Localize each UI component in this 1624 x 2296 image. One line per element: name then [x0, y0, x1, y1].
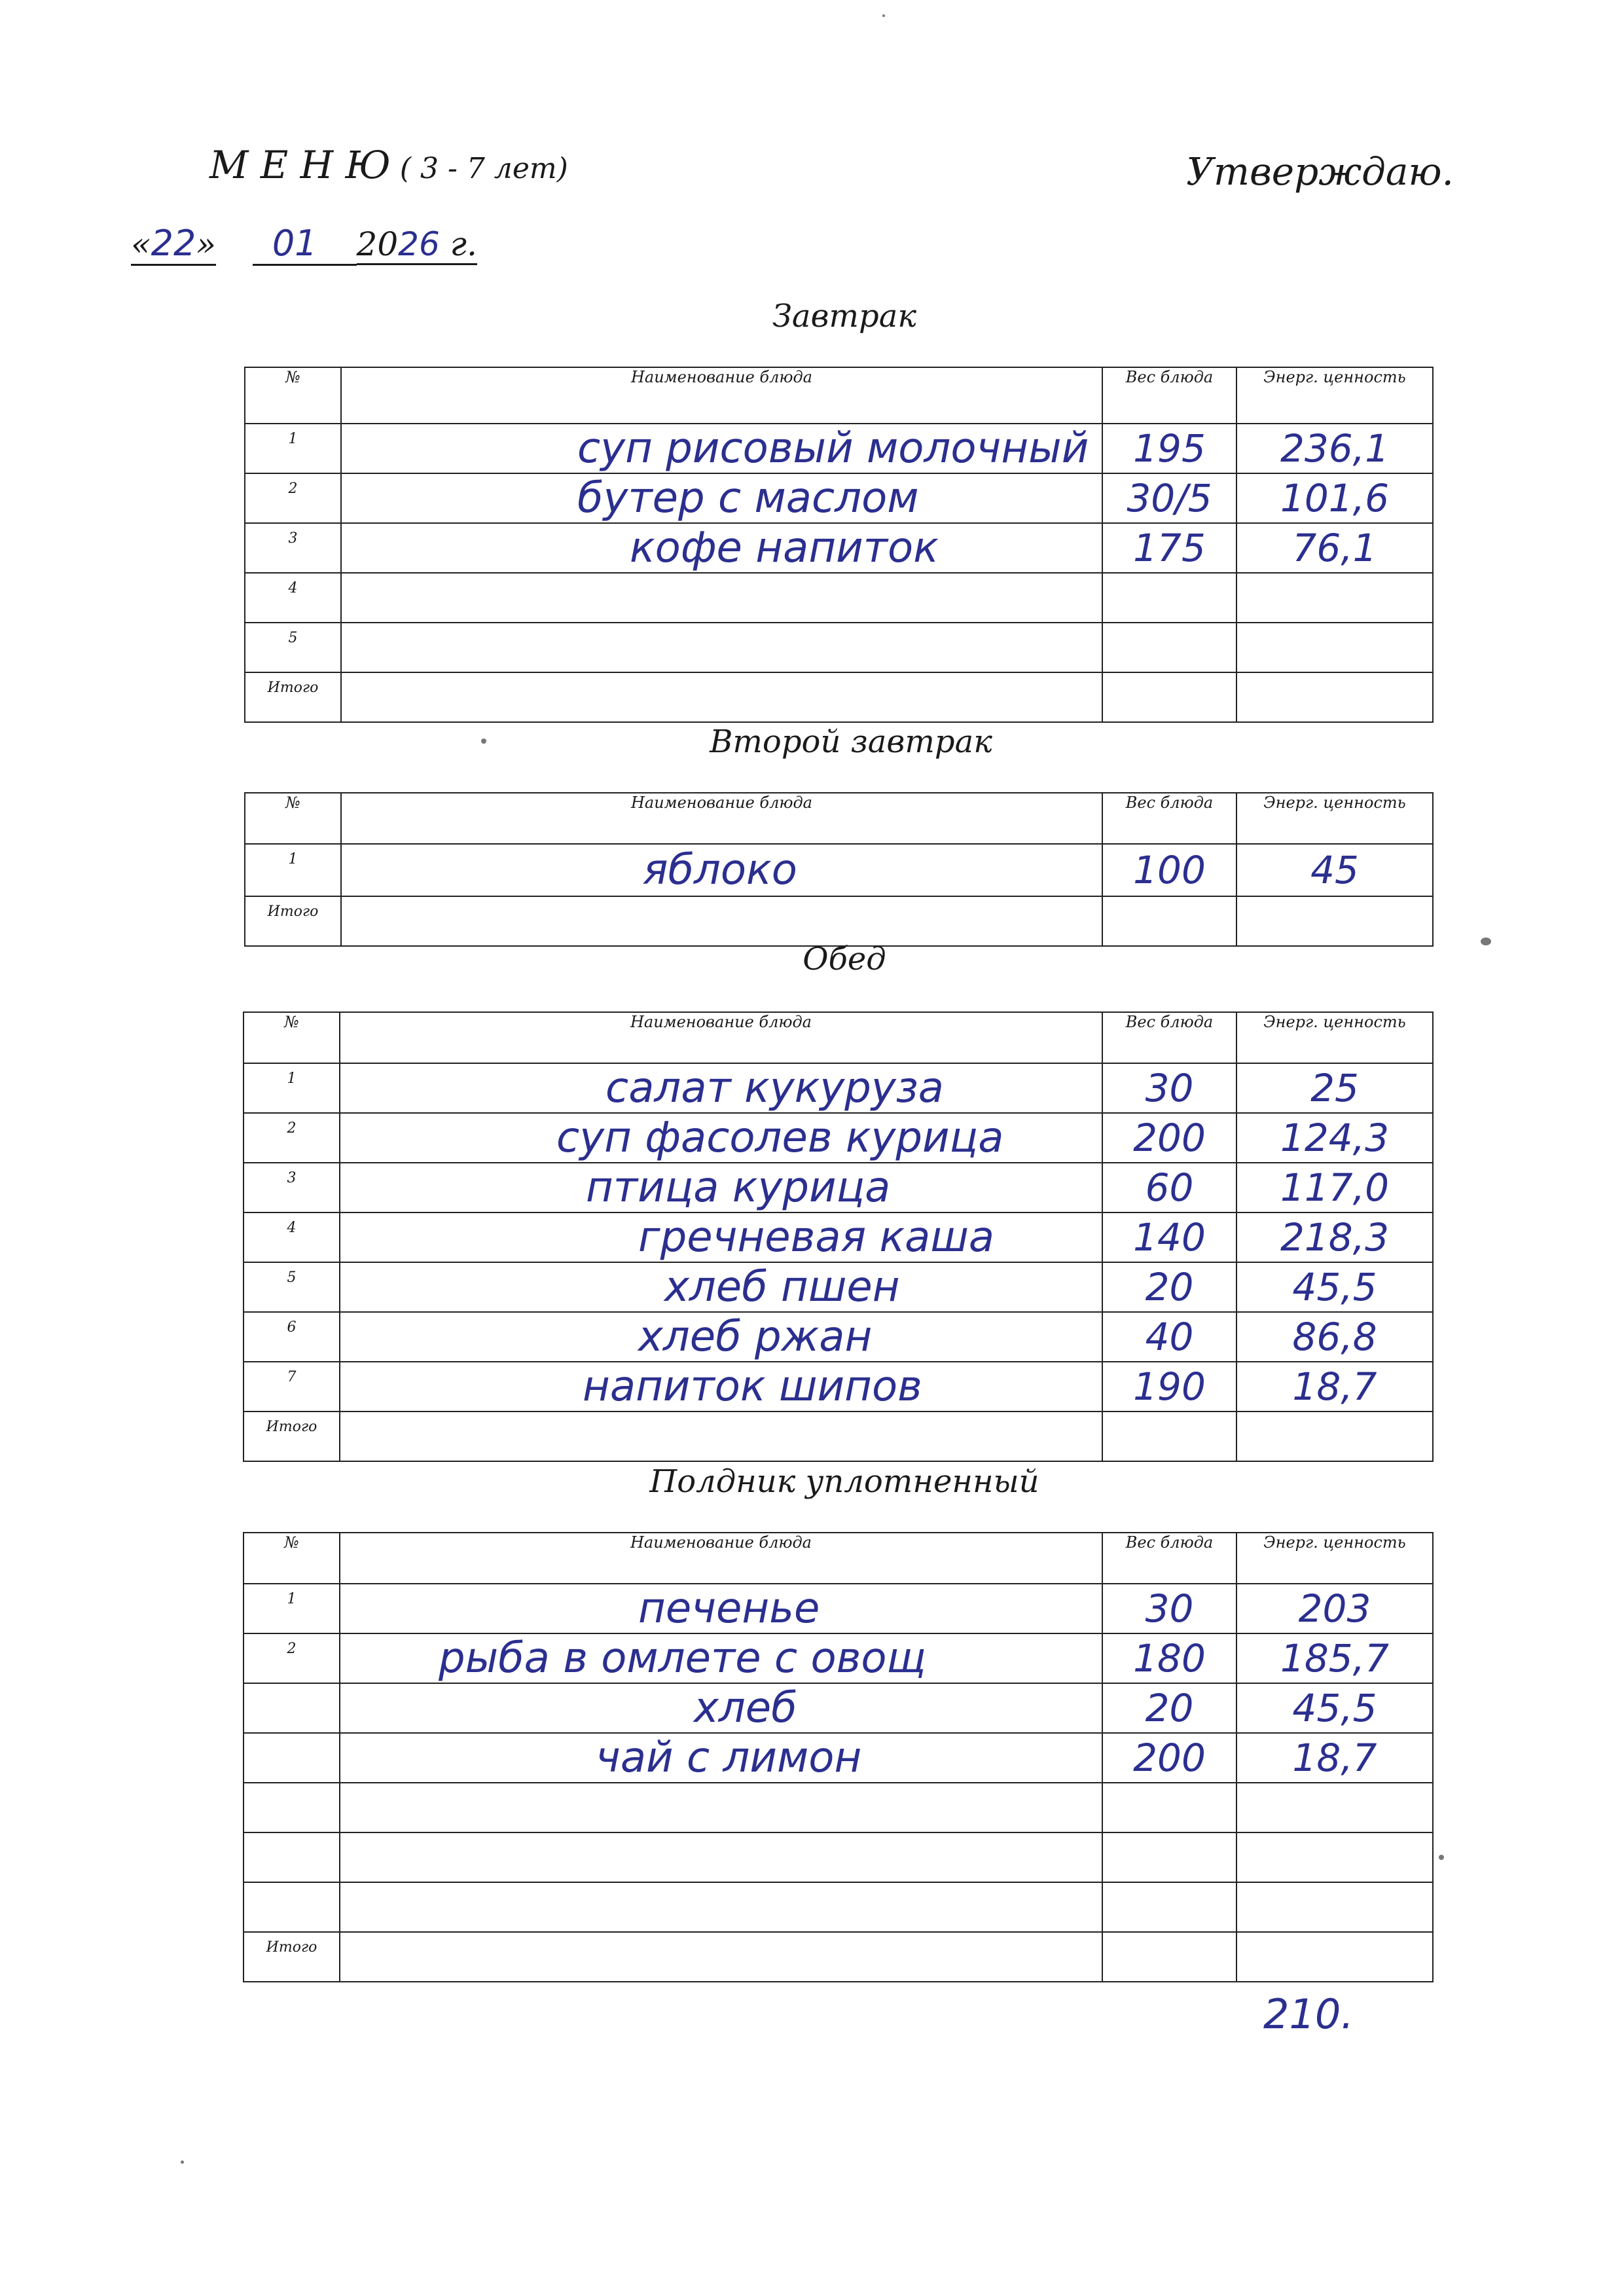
- total-label: Итого: [244, 1932, 340, 1982]
- section-title-afternoon-snack: Полдник уплотненный: [649, 1463, 1039, 1500]
- lunch-table: [243, 1011, 1434, 1462]
- total-label: Итого: [244, 1412, 340, 1461]
- dish-energy: [1236, 623, 1433, 672]
- table-row: [244, 1163, 1433, 1212]
- table-row: [244, 1584, 1433, 1633]
- date-suffix: г.: [439, 225, 477, 263]
- total-energy-cell: [1236, 1932, 1433, 1982]
- col-header-name: Наименование блюда: [341, 367, 1102, 424]
- page-number: 210.: [1263, 1990, 1354, 2038]
- date-month: 01: [272, 223, 317, 264]
- row-num: 1: [245, 424, 341, 473]
- dish-name: яблоко: [341, 844, 1102, 896]
- total-energy-cell: [1236, 1412, 1433, 1461]
- dish-name: [341, 623, 1102, 672]
- dish-name: хлеб: [340, 1683, 1102, 1733]
- scan-speck: [481, 738, 486, 744]
- dish-weight: [1102, 573, 1236, 623]
- row-num: [244, 1783, 340, 1832]
- date-year-prefix: 20: [356, 225, 399, 263]
- scan-speck: [181, 2160, 184, 2164]
- scan-speck: [1481, 938, 1491, 945]
- dish-energy: 45: [1236, 844, 1433, 896]
- row-num: 3: [245, 523, 341, 573]
- col-header-weight: Вес блюда: [1102, 793, 1236, 844]
- col-header-num: №: [244, 1012, 340, 1063]
- section-title-breakfast: Завтрак: [772, 298, 916, 335]
- dish-energy: [1236, 1882, 1433, 1932]
- dish-name: хлеб пшен: [340, 1262, 1102, 1312]
- col-header-num: №: [244, 1533, 340, 1584]
- dish-energy: 117,0: [1236, 1163, 1433, 1212]
- table-row: [244, 1733, 1433, 1783]
- col-header-energy: Энерг. ценность: [1236, 1533, 1433, 1584]
- dish-weight: 30/5: [1102, 473, 1236, 523]
- col-header-num: №: [245, 793, 341, 844]
- dish-weight: 40: [1102, 1312, 1236, 1362]
- dish-weight: 200: [1102, 1733, 1236, 1783]
- table-row: [244, 1063, 1433, 1113]
- table-row: [244, 1262, 1433, 1312]
- row-num: 6: [244, 1312, 340, 1362]
- section-title-lunch: Обед: [803, 941, 886, 977]
- dish-weight: [1102, 1882, 1236, 1932]
- total-row: [244, 1412, 1433, 1461]
- dish-name: гречневая каша: [340, 1212, 1102, 1262]
- dish-energy: 18,7: [1236, 1733, 1433, 1783]
- scan-speck: [1439, 1855, 1444, 1860]
- dish-energy: 76,1: [1236, 523, 1433, 573]
- scan-speck: [882, 14, 885, 17]
- dish-name: чай с лимон: [340, 1733, 1102, 1783]
- total-row: [245, 896, 1433, 946]
- date-open-quote: «: [131, 225, 151, 263]
- dish-weight: 180: [1102, 1633, 1236, 1683]
- total-energy-cell: [1236, 672, 1433, 722]
- total-energy-cell: [1236, 896, 1433, 946]
- row-num: 3: [244, 1163, 340, 1212]
- row-num: 7: [244, 1362, 340, 1412]
- table-row: [245, 573, 1433, 623]
- dish-weight: [1102, 1783, 1236, 1832]
- table-row: [244, 1882, 1433, 1932]
- date-day: 22: [151, 223, 196, 264]
- row-num: [244, 1683, 340, 1733]
- total-row: [244, 1932, 1433, 1982]
- table-header-row: [245, 367, 1433, 424]
- table-row: [245, 844, 1433, 896]
- table-row: [244, 1212, 1433, 1262]
- breakfast-table: [244, 367, 1434, 723]
- col-header-energy: Энерг. ценность: [1236, 793, 1433, 844]
- dish-name: суп рисовый молочный: [341, 424, 1102, 473]
- dish-name: печенье: [340, 1584, 1102, 1633]
- dish-name: [340, 1783, 1102, 1832]
- dish-weight: 190: [1102, 1362, 1236, 1412]
- row-num: 4: [244, 1212, 340, 1262]
- age-group: ( 3 - 7 лет): [399, 152, 568, 185]
- table-header-row: [244, 1012, 1433, 1063]
- row-num: 5: [244, 1262, 340, 1312]
- dish-weight: 20: [1102, 1683, 1236, 1733]
- dish-energy: 218,3: [1236, 1212, 1433, 1262]
- dish-energy: 18,7: [1236, 1362, 1433, 1412]
- table-row: [244, 1633, 1433, 1683]
- table-row: [244, 1783, 1433, 1832]
- dish-weight: 30: [1102, 1584, 1236, 1633]
- table-row: [245, 623, 1433, 672]
- dish-weight: [1102, 623, 1236, 672]
- total-name-cell: [340, 1932, 1102, 1982]
- total-weight-cell: [1102, 672, 1236, 722]
- total-label: Итого: [245, 672, 341, 722]
- dish-energy: [1236, 573, 1433, 623]
- total-row: [245, 672, 1433, 722]
- col-header-weight: Вес блюда: [1102, 1533, 1236, 1584]
- dish-energy: [1236, 1832, 1433, 1882]
- dish-name: рыба в омлете с овощ: [340, 1633, 1102, 1683]
- dish-energy: 25: [1236, 1063, 1433, 1113]
- dish-energy: 101,6: [1236, 473, 1433, 523]
- dish-name: хлеб ржан: [340, 1312, 1102, 1362]
- table-row: [244, 1312, 1433, 1362]
- row-num: 1: [244, 1584, 340, 1633]
- row-num: 4: [245, 573, 341, 623]
- dish-weight: [1102, 1832, 1236, 1882]
- total-weight-cell: [1102, 1932, 1236, 1982]
- dish-energy: 45,5: [1236, 1262, 1433, 1312]
- dish-energy: 45,5: [1236, 1683, 1433, 1733]
- col-header-weight: Вес блюда: [1102, 1012, 1236, 1063]
- second-breakfast-table: [244, 792, 1434, 947]
- dish-name: птица курица: [340, 1163, 1102, 1212]
- menu-title-text: М Е Н Ю: [209, 143, 391, 187]
- dish-weight: 175: [1102, 523, 1236, 573]
- dish-energy: 86,8: [1236, 1312, 1433, 1362]
- dish-weight: 195: [1102, 424, 1236, 473]
- row-num: [244, 1832, 340, 1882]
- table-row: [245, 473, 1433, 523]
- approval-label: Утверждаю.: [1186, 149, 1454, 194]
- dish-weight: 100: [1102, 844, 1236, 896]
- section-title-second-breakfast: Второй завтрак: [710, 723, 992, 760]
- date-month-field: [253, 223, 357, 266]
- total-name-cell: [341, 896, 1102, 946]
- table-row: [244, 1113, 1433, 1163]
- row-num: 2: [244, 1633, 340, 1683]
- table-row: [244, 1362, 1433, 1412]
- row-num: [244, 1882, 340, 1932]
- total-name-cell: [341, 672, 1102, 722]
- table-row: [245, 523, 1433, 573]
- row-num: 1: [245, 844, 341, 896]
- row-num: 2: [245, 473, 341, 523]
- total-name-cell: [340, 1412, 1102, 1461]
- dish-weight: 60: [1102, 1163, 1236, 1212]
- dish-energy: 203: [1236, 1584, 1433, 1633]
- date-day-field: [131, 223, 216, 266]
- row-num: [244, 1733, 340, 1783]
- row-num: 5: [245, 623, 341, 672]
- dish-name: [340, 1882, 1102, 1932]
- dish-energy: 185,7: [1236, 1633, 1433, 1683]
- menu-title: [209, 143, 568, 187]
- dish-weight: 20: [1102, 1262, 1236, 1312]
- col-header-name: Наименование блюда: [340, 1533, 1102, 1584]
- dish-name: напиток шипов: [340, 1362, 1102, 1412]
- afternoon-snack-table: [243, 1532, 1434, 1982]
- date-close-quote: »: [196, 225, 216, 263]
- dish-weight: 200: [1102, 1113, 1236, 1163]
- col-header-weight: Вес блюда: [1102, 367, 1236, 424]
- dish-name: [341, 573, 1102, 623]
- total-weight-cell: [1102, 896, 1236, 946]
- col-header-energy: Энерг. ценность: [1236, 367, 1433, 424]
- dish-name: [340, 1832, 1102, 1882]
- dish-name: кофе напиток: [341, 523, 1102, 573]
- total-label: Итого: [245, 896, 341, 946]
- table-header-row: [245, 793, 1433, 844]
- date-year-suffix: 26: [398, 225, 440, 263]
- dish-weight: 30: [1102, 1063, 1236, 1113]
- dish-energy: 236,1: [1236, 424, 1433, 473]
- row-num: 2: [244, 1113, 340, 1163]
- col-header-name: Наименование блюда: [341, 793, 1102, 844]
- dish-name: бутер с маслом: [341, 473, 1102, 523]
- dish-name: суп фасолев курица: [340, 1113, 1102, 1163]
- date-line: [131, 223, 477, 266]
- col-header-name: Наименование блюда: [340, 1012, 1102, 1063]
- dish-weight: 140: [1102, 1212, 1236, 1262]
- col-header-energy: Энерг. ценность: [1236, 1012, 1433, 1063]
- dish-energy: [1236, 1783, 1433, 1832]
- dish-energy: 124,3: [1236, 1113, 1433, 1163]
- table-row: [244, 1832, 1433, 1882]
- date-year-field: [357, 225, 477, 265]
- table-row: [244, 1683, 1433, 1733]
- row-num: 1: [244, 1063, 340, 1113]
- table-row: [245, 424, 1433, 473]
- table-header-row: [244, 1533, 1433, 1584]
- dish-name: салат кукуруза: [340, 1063, 1102, 1113]
- total-weight-cell: [1102, 1412, 1236, 1461]
- col-header-num: №: [245, 367, 341, 424]
